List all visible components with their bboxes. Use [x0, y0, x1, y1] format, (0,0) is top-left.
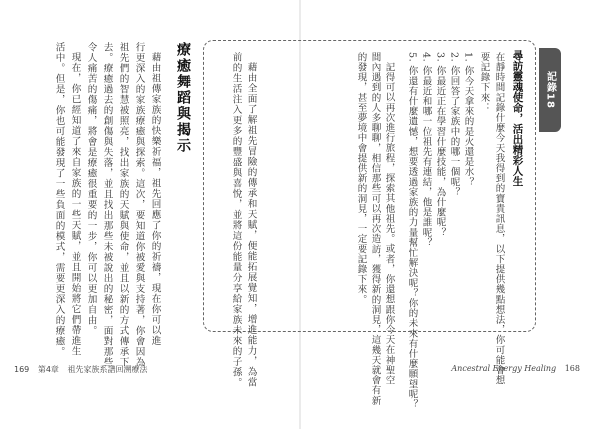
note-question-5: 5. 你還有什麼遺憾，想要透過家族的力量幫忙解決呢？你的未來有什麼願望呢？ — [406, 52, 418, 410]
body-paragraph1-line: 藉由全面了解祖先冒險的傳承和天賦，便能拓展覺知，增進能力，為當 — [245, 62, 257, 388]
left-chapter: 第4章 — [37, 365, 59, 374]
right-running-title: Ancestral Energy Healing — [451, 364, 557, 373]
note-intro-line: 在靜時間記錄什麼今天我得到的寶貴訊息，以下提供幾點想法，你可能會想 — [493, 52, 505, 386]
body-paragraph1-line: 前的生活注入更多的豐盛與喜悅，並將這份能量分享給家族未來的子孫。 — [230, 52, 242, 388]
note-para-line: 的發現，甚至夢境中會提供新的洞見，一定要記錄下來。 — [355, 52, 367, 305]
note-question-4: 4. 你最近和哪一位祖先有連結，他是誰呢？ — [420, 52, 432, 248]
section-title: 療癒舞蹈與揭示 — [175, 42, 191, 154]
right-page-number: 168 — [564, 364, 580, 373]
note-para-line: 間內遇到的人多聊聊，相信那些可以再次造訪，獲得新的洞見，這幾天就會有新 — [369, 52, 381, 406]
note-question-2: 2. 你回答了家族中的哪一個呢？ — [448, 52, 460, 198]
body-paragraph2-line: 行更深入的家族療癒與探索。這次，要知道你被愛與支持著，你會因為 — [133, 42, 145, 368]
body-paragraph2-line: 祖先們的智慧被照亮，找出家族的天賦與使命，並且以新的方式傳承下 — [117, 42, 129, 368]
body-paragraph2-line: 活中。但是，你也可能發現了一些負面的模式，需要更深入的療癒。 — [53, 42, 65, 357]
note-intro-line: 要記錄下來： — [478, 52, 490, 113]
note-question-3: 3. 你最近正在學習什麼技能，為什麼呢？ — [434, 52, 446, 238]
footer-left — [14, 364, 153, 375]
body-paragraph2-line: 令人痛苦的傷痛，將會是療癒很重要的一步，你可以更加自由。 — [85, 42, 97, 336]
note-para-line: 記得可以再次進行旅程，探索其他祖先。或者，你還想跟你今天在神聖空 — [383, 62, 395, 386]
body-paragraph2-line: 藉由祖傳家族的快樂祈福，祖先回應了你的祈禱，現在你可以進 — [149, 52, 161, 346]
note-heading: 尋訪靈魂使命，活出精彩人生 — [511, 50, 524, 187]
left-running-title: 祖先家族系譜回溯療法 — [67, 365, 148, 374]
left-page-number: 169 — [14, 365, 30, 374]
note-question-1: 1. 你今天拿來的是火還是水？ — [462, 52, 474, 188]
body-paragraph2-line: 去。療癒過去的創傷與失落，並且找出那些未被說出的秘密，面對那些 — [101, 42, 113, 368]
note-tab-label: 記錄18 — [544, 71, 556, 109]
body-paragraph2-line: 現在，你已經知道了來自家族的一些天賦，並且開始將它們帶進生 — [69, 52, 81, 357]
footer-right — [451, 364, 586, 373]
